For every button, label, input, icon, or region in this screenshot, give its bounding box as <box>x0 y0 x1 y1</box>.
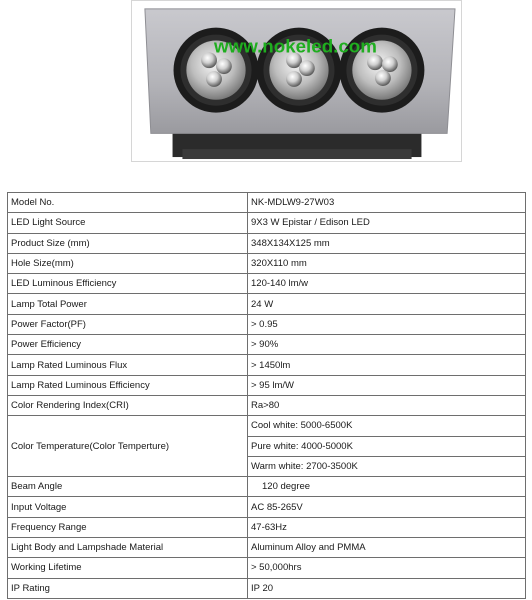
spec-row <box>8 517 526 537</box>
spec-value: 120 degree <box>248 477 526 497</box>
spec-label: LED Luminous Efficiency <box>8 274 248 294</box>
spec-value: 24 W <box>248 294 526 314</box>
watermark-text: www.nokeled.com <box>214 35 377 57</box>
spec-row <box>8 193 526 213</box>
spec-value: NK-MDLW9-27W03 <box>248 193 526 213</box>
spec-label: Color Rendering Index(CRI) <box>8 395 248 415</box>
spec-value: 348X134X125 mm <box>248 233 526 253</box>
spec-label: IP Rating <box>8 578 248 598</box>
spec-label: Lamp Total Power <box>8 294 248 314</box>
spec-value: > 95 lm/W <box>248 375 526 395</box>
spec-value: > 50,000hrs <box>248 558 526 578</box>
spec-label: Power Factor(PF) <box>8 314 248 334</box>
spec-row <box>8 294 526 314</box>
spec-row <box>8 395 526 415</box>
spec-value: IP 20 <box>248 578 526 598</box>
spec-value: > 0.95 <box>248 314 526 334</box>
spec-value: 47-63Hz <box>248 517 526 537</box>
spec-value: 120-140 lm/w <box>248 274 526 294</box>
spec-value: 320X110 mm <box>248 253 526 273</box>
spec-value: Aluminum Alloy and PMMA <box>248 538 526 558</box>
spec-label: Beam Angle <box>8 477 248 497</box>
spec-table <box>7 192 526 599</box>
spec-label: Lamp Rated Luminous Flux <box>8 355 248 375</box>
spec-row <box>8 416 526 436</box>
spec-value: Ra>80 <box>248 395 526 415</box>
spec-label: Model No. <box>8 193 248 213</box>
spec-label: Power Efficiency <box>8 335 248 355</box>
spec-label: Working Lifetime <box>8 558 248 578</box>
spec-row <box>8 477 526 497</box>
spec-value: Cool white: 5000-6500K <box>248 416 526 436</box>
spec-value: Warm white: 2700-3500K <box>248 456 526 476</box>
spec-row <box>8 538 526 558</box>
spec-value: > 1450lm <box>248 355 526 375</box>
spec-row <box>8 335 526 355</box>
spec-row <box>8 274 526 294</box>
spec-label: Color Temperature(Color Temperture) <box>8 416 248 477</box>
spec-row <box>8 355 526 375</box>
spec-row <box>8 558 526 578</box>
spec-value: AC 85-265V <box>248 497 526 517</box>
spec-table-body <box>8 193 526 599</box>
spec-row <box>8 375 526 395</box>
spec-label: LED Light Source <box>8 213 248 233</box>
spec-row <box>8 233 526 253</box>
spec-row <box>8 578 526 598</box>
spec-label: Lamp Rated Luminous Efficiency <box>8 375 248 395</box>
spec-row <box>8 314 526 334</box>
spec-label: Hole Size(mm) <box>8 253 248 273</box>
spec-row <box>8 497 526 517</box>
spec-row <box>8 253 526 273</box>
spec-label: Input Voltage <box>8 497 248 517</box>
spec-label: Light Body and Lampshade Material <box>8 538 248 558</box>
spec-value: Pure white: 4000-5000K <box>248 436 526 456</box>
spec-label: Product Size (mm) <box>8 233 248 253</box>
product-photo <box>131 0 462 162</box>
downlight-fixture-image <box>132 1 461 161</box>
spec-row <box>8 213 526 233</box>
spec-value: 9X3 W Epistar / Edison LED <box>248 213 526 233</box>
spec-value: > 90% <box>248 335 526 355</box>
spec-label: Frequency Range <box>8 517 248 537</box>
